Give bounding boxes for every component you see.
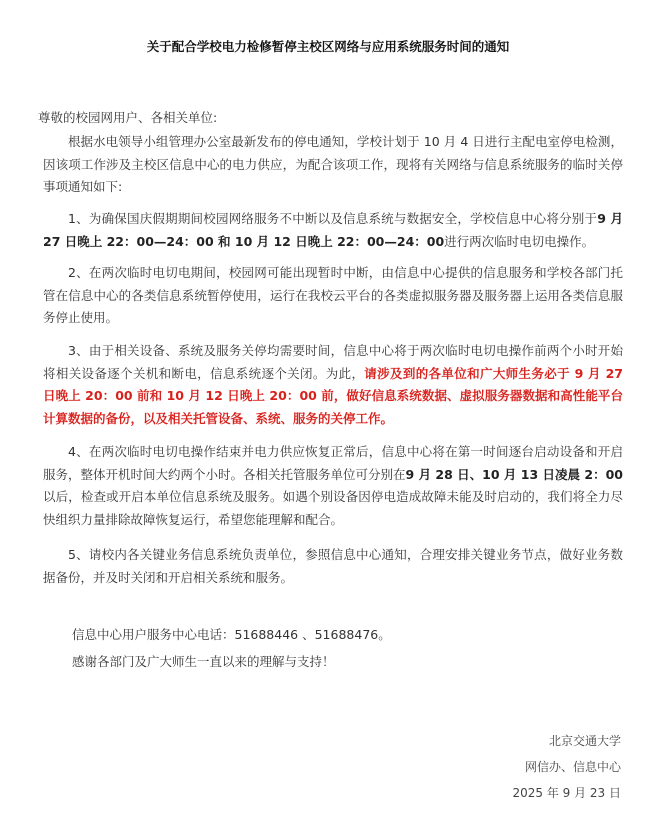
notice-thanks: 感谢各部门及广大师生一直以来的理解与支持！: [72, 654, 335, 669]
item-1-lead: 1、为确保国庆假期期间校园网络服务不中断以及信息系统与数据安全，学校信息中心将分别于: [68, 211, 598, 226]
notice-contact-phone: 信息中心用户服务中心电话：51688446 、51688476。: [72, 627, 391, 642]
signature-university: 北京交通大学: [548, 734, 621, 748]
item-3-lead: 3、由于相关设备、系统及服务关停均需要时间，信息中心将于两次临时电切电操作前两个小时开始将相关设备逐个关机和断电，信息系统逐个关闭。为此，: [43, 343, 623, 381]
signature-date: 2025 年 9 月 23 日: [512, 786, 621, 800]
signature-department: 网信办、信息中心: [524, 760, 621, 774]
item-4-lead: 4、在两次临时电切电操作结束并电力供应恢复正常后，信息中心将在第一时间逐台启动设备和开启服务，整体开机时间大约两个小时。各相关托管服务单位可分别在: [43, 444, 623, 482]
item-1-schedule-bold: 9 月 27 日晚上 22：00—24：00 和 10 月 12 日晚上 22：00—24：00: [43, 211, 623, 249]
notice-item-3: [43, 340, 623, 430]
notice-item-2: 2、在两次临时电切电期间，校园网可能出现暂时中断，由信息中心提供的信息服务和学校各部门托管在信息中心的各类信息系统暂停使用，运行在我校云平台的各类虚拟服务器及服务器上运用各类信息服务停止使用。: [43, 265, 623, 325]
item-4-tail: 以后，检查或开启本单位信息系统及服务。如遇个别设备因停电造成故障未能及时启动的，我们将全力尽快组织力量排除故障恢复运行，希望您能理解和配合。: [43, 489, 623, 527]
notice-item-5: 5、请校内各关键业务信息系统负责单位，参照信息中心通知，合理安排关键业务节点，做好业务数据备份，并及时关闭和开启相关系统和服务。: [43, 547, 623, 585]
notice-intro-paragraph: 根据水电领导小组管理办公室最新发布的停电通知，学校计划于 10 月 4 日进行主配电室停电检测，因该项工作涉及主校区信息中心的电力供应，为配合该项工作，现将有关网络与信息系统服务的临时关停事项通知如下:: [43, 134, 623, 194]
item-1-tail: 进行两次临时电切电操作。: [444, 233, 595, 249]
item-3-red-warning: 请涉及到的各单位和广大师生务必于 9 月 27 日晚上 20：00 前和 10 月 12 日晚上 20：00 前，做好信息系统数据、虚拟服务器数据和高性能平台计算数据的备份，以及相关托管设备、系统、服务的关停工作。: [43, 365, 623, 426]
notice-salutation: 尊敬的校园网用户、各相关单位:: [38, 110, 218, 125]
notice-title: 关于配合学校电力检修暂停主校区网络与应用系统服务时间的通知: [146, 39, 510, 54]
notice-item-1: [43, 208, 623, 253]
notice-item-4: [43, 441, 623, 531]
item-4-restart-bold: 9 月 28 日、10 月 13 日凌晨 2：00: [405, 466, 623, 482]
